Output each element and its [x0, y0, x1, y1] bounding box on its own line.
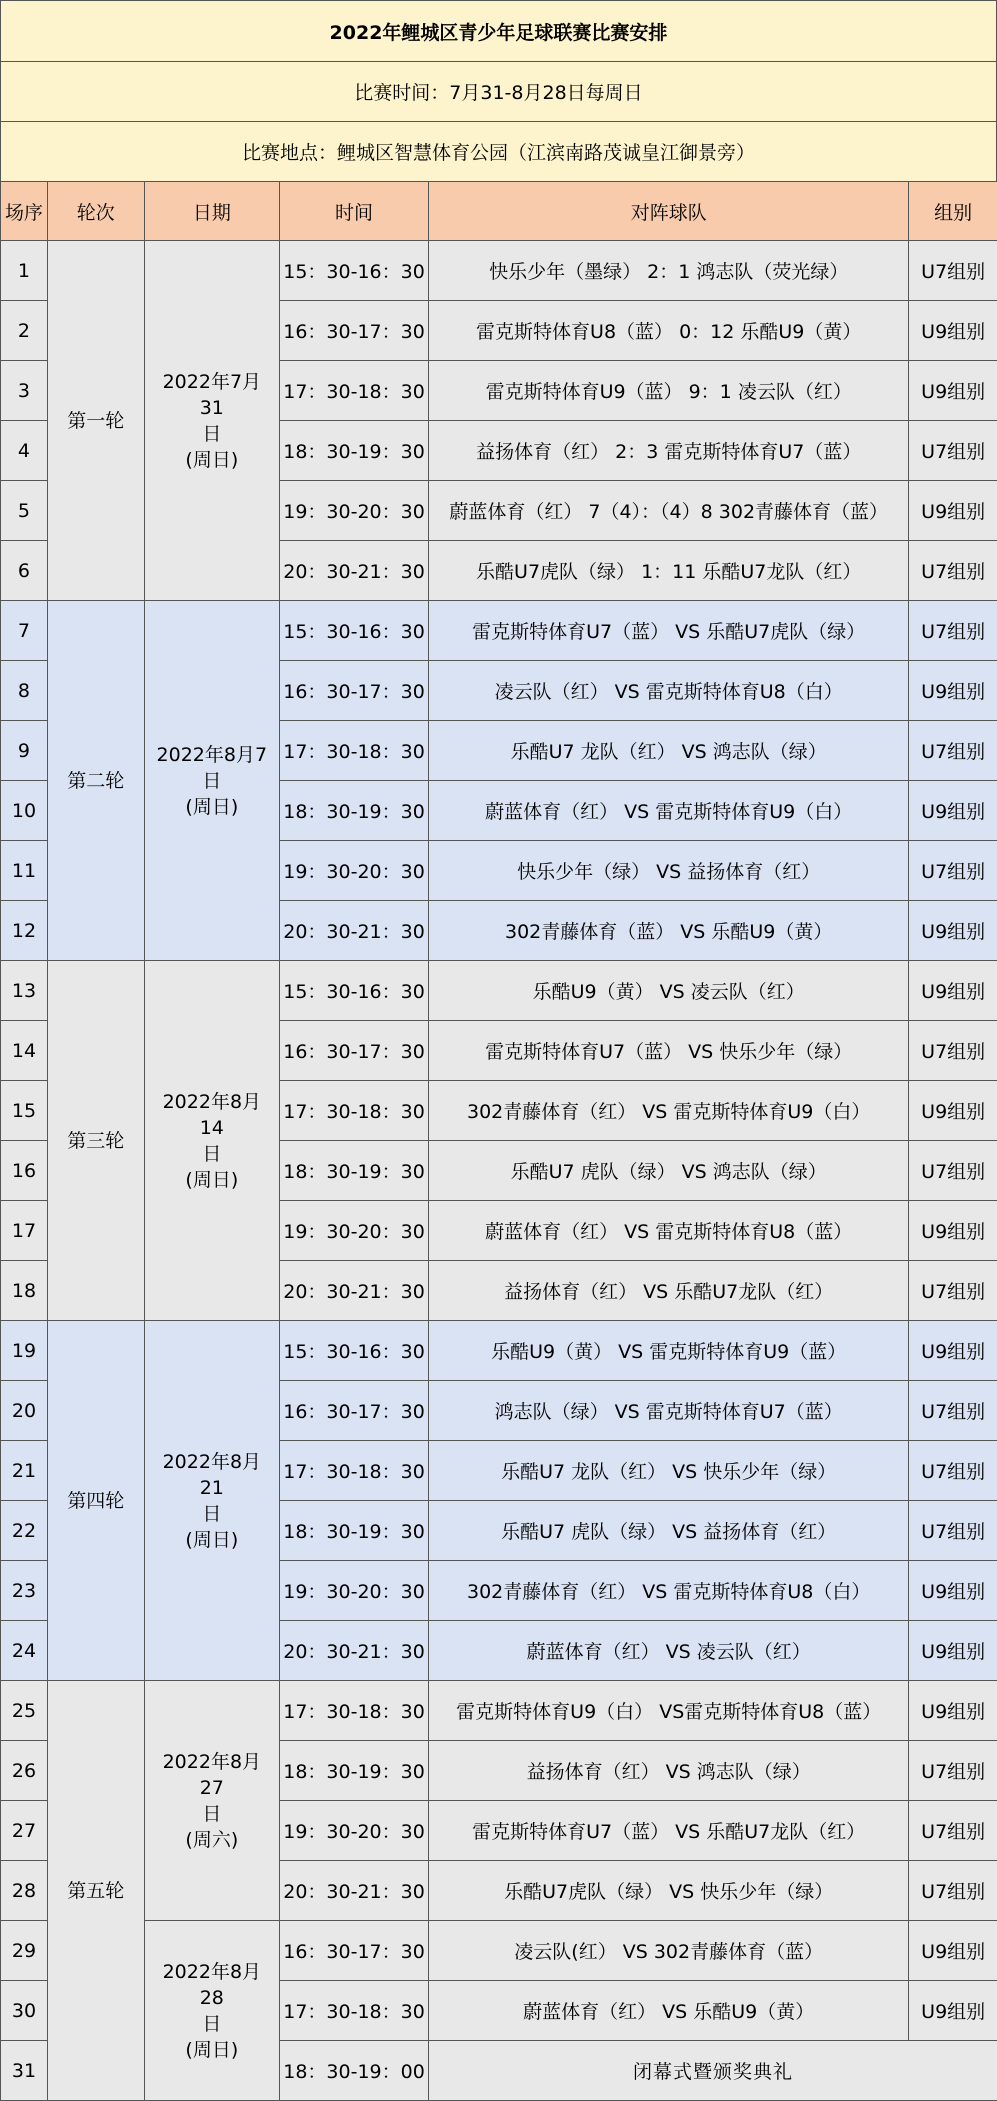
time-cell: 15：30-16：30 — [280, 1321, 429, 1381]
date-line: 2022年8月28 — [162, 1960, 262, 2009]
time-cell: 18：30-19：30 — [280, 421, 429, 481]
sheet-title: 2022年鲤城区青少年足球联赛比赛安排 — [0, 0, 997, 61]
date-cell — [144, 1681, 280, 1921]
matchup-cell: 乐酷U9（黄） VS 凌云队（红） — [429, 961, 909, 1021]
time-cell: 18：30-19：30 — [280, 1141, 429, 1201]
match-no-cell: 24 — [1, 1621, 48, 1681]
date-line: 日 — [202, 1142, 222, 1165]
match-no-cell: 23 — [1, 1561, 48, 1621]
match-no-cell: 1 — [1, 241, 48, 301]
time-cell: 20：30-21：30 — [280, 1621, 429, 1681]
round-cell: 第二轮 — [47, 601, 144, 961]
round-cell: 第一轮 — [47, 241, 144, 601]
matchup-cell: 雷克斯特体育U7（蓝） VS 快乐少年（绿） — [429, 1021, 909, 1081]
group-cell: U9组别 — [909, 301, 997, 361]
matchup-cell: 乐酷U7 虎队（绿） VS 鸿志队（绿） — [429, 1141, 909, 1201]
date-line: 2022年8月14 — [162, 1090, 262, 1139]
matchup-cell: 蔚蓝体育（红） VS 凌云队（红） — [429, 1621, 909, 1681]
time-cell: 16：30-17：30 — [280, 1381, 429, 1441]
group-cell: U7组别 — [909, 1741, 997, 1801]
date-line: (周日) — [185, 795, 239, 818]
time-cell: 19：30-20：30 — [280, 481, 429, 541]
time-cell: 17：30-18：30 — [280, 721, 429, 781]
venue-info: 比赛地点：鲤城区智慧体育公园（江滨南路茂诚皇江御景旁） — [0, 121, 997, 181]
group-cell: U9组别 — [909, 1321, 997, 1381]
matchup-cell: 乐酷U7 虎队（绿） VS 益扬体育（红） — [429, 1501, 909, 1561]
matchup-cell: 雷克斯特体育U9（蓝） 9：1 凌云队（红） — [429, 361, 909, 421]
time-cell: 16：30-17：30 — [280, 661, 429, 721]
group-cell: U9组别 — [909, 1201, 997, 1261]
time-cell: 20：30-21：30 — [280, 1861, 429, 1921]
matchup-cell: 蔚蓝体育（红） VS 乐酷U9（黄） — [429, 1981, 909, 2041]
matchup-cell: 雷克斯特体育U9（白） VS雷克斯特体育U8（蓝） — [429, 1681, 909, 1741]
match-no-cell: 9 — [1, 721, 48, 781]
matchup-cell: 乐酷U7虎队（绿） 1：11 乐酷U7龙队（红） — [429, 541, 909, 601]
matchup-cell: 凌云队（红） VS 雷克斯特体育U8（白） — [429, 661, 909, 721]
matchup-cell: 蔚蓝体育（红） 7（4）：（4）8 302青藤体育（蓝） — [429, 481, 909, 541]
match-no-cell: 2 — [1, 301, 48, 361]
match-no-cell: 16 — [1, 1141, 48, 1201]
match-no-cell: 11 — [1, 841, 48, 901]
table-row — [1, 1921, 997, 1981]
time-cell: 17：30-18：30 — [280, 361, 429, 421]
date-line: (周日) — [185, 448, 239, 471]
match-no-cell: 7 — [1, 601, 48, 661]
matchup-cell: 乐酷U7 龙队（红） VS 鸿志队（绿） — [429, 721, 909, 781]
group-cell: U9组别 — [909, 1681, 997, 1741]
group-cell: U9组别 — [909, 961, 997, 1021]
matchup-cell: 雷克斯特体育U7（蓝） VS 乐酷U7虎队（绿） — [429, 601, 909, 661]
group-cell: U7组别 — [909, 601, 997, 661]
group-cell: U7组别 — [909, 421, 997, 481]
date-line: (周日) — [185, 1168, 239, 1191]
header-cell-time: 时间 — [280, 182, 429, 241]
group-cell: U9组别 — [909, 1981, 997, 2041]
table-row — [1, 1681, 997, 1741]
match-no-cell: 20 — [1, 1381, 48, 1441]
matchup-cell: 乐酷U7虎队（绿） VS 快乐少年（绿） — [429, 1861, 909, 1921]
matchup-cell: 302青藤体育（红） VS 雷克斯特体育U8（白） — [429, 1561, 909, 1621]
matchup-cell: 雷克斯特体育U8（蓝） 0：12 乐酷U9（黄） — [429, 301, 909, 361]
time-cell: 18：30-19：30 — [280, 1741, 429, 1801]
match-no-cell: 10 — [1, 781, 48, 841]
group-cell: U9组别 — [909, 1621, 997, 1681]
date-cell — [144, 961, 280, 1321]
match-no-cell: 26 — [1, 1741, 48, 1801]
time-cell: 20：30-21：30 — [280, 901, 429, 961]
time-cell: 15：30-16：30 — [280, 241, 429, 301]
time-cell: 17：30-18：30 — [280, 1681, 429, 1741]
schedule-table — [0, 181, 997, 2101]
date-line: 日 — [202, 1802, 222, 1825]
match-no-cell: 13 — [1, 961, 48, 1021]
matchup-cell: 快乐少年（墨绿） 2：1 鸿志队（荧光绿） — [429, 241, 909, 301]
time-cell: 17：30-18：30 — [280, 1981, 429, 2041]
date-line: (周日) — [185, 2038, 239, 2061]
header-cell-match: 对阵球队 — [429, 182, 909, 241]
match-no-cell: 21 — [1, 1441, 48, 1501]
matchup-cell: 乐酷U9（黄） VS 雷克斯特体育U9（蓝） — [429, 1321, 909, 1381]
header-cell-round: 轮次 — [47, 182, 144, 241]
matchup-cell: 鸿志队（绿） VS 雷克斯特体育U7（蓝） — [429, 1381, 909, 1441]
time-cell: 18：30-19：30 — [280, 781, 429, 841]
time-cell: 17：30-18：30 — [280, 1441, 429, 1501]
table-row — [1, 961, 997, 1021]
time-cell: 18：30-19：30 — [280, 1501, 429, 1561]
header-cell-date: 日期 — [144, 182, 280, 241]
match-no-cell: 6 — [1, 541, 48, 601]
matchup-cell: 蔚蓝体育（红） VS 雷克斯特体育U9（白） — [429, 781, 909, 841]
time-cell: 17：30-18：30 — [280, 1081, 429, 1141]
match-no-cell: 19 — [1, 1321, 48, 1381]
group-cell: U9组别 — [909, 1561, 997, 1621]
time-cell: 20：30-21：30 — [280, 541, 429, 601]
match-no-cell: 4 — [1, 421, 48, 481]
match-no-cell: 31 — [1, 2041, 48, 2101]
time-cell: 19：30-20：30 — [280, 1801, 429, 1861]
header-cell-group: 组别 — [909, 182, 997, 241]
match-no-cell: 12 — [1, 901, 48, 961]
matchup-cell: 益扬体育（红） VS 鸿志队（绿） — [429, 1741, 909, 1801]
round-cell: 第五轮 — [47, 1681, 144, 2101]
matchup-cell: 益扬体育（红） VS 乐酷U7龙队（红） — [429, 1261, 909, 1321]
group-cell: U7组别 — [909, 1501, 997, 1561]
closing-ceremony-cell: 闭幕式暨颁奖典礼 — [429, 2041, 997, 2101]
group-cell: U7组别 — [909, 721, 997, 781]
date-line: (周日) — [185, 1528, 239, 1551]
date-cell — [144, 601, 280, 961]
group-cell: U9组别 — [909, 361, 997, 421]
group-cell: U7组别 — [909, 1801, 997, 1861]
time-cell: 16：30-17：30 — [280, 1921, 429, 1981]
table-row — [1, 601, 997, 661]
group-cell: U7组别 — [909, 1381, 997, 1441]
match-no-cell: 30 — [1, 1981, 48, 2041]
group-cell: U7组别 — [909, 841, 997, 901]
match-no-cell: 14 — [1, 1021, 48, 1081]
date-line: (周六) — [185, 1828, 239, 1851]
group-cell: U9组别 — [909, 481, 997, 541]
time-cell: 15：30-16：30 — [280, 601, 429, 661]
match-no-cell: 29 — [1, 1921, 48, 1981]
date-line: 2022年8月21 — [162, 1450, 262, 1499]
group-cell: U9组别 — [909, 901, 997, 961]
group-cell: U7组别 — [909, 541, 997, 601]
match-no-cell: 15 — [1, 1081, 48, 1141]
matchup-cell: 雷克斯特体育U7（蓝） VS 乐酷U7龙队（红） — [429, 1801, 909, 1861]
group-cell: U9组别 — [909, 781, 997, 841]
group-cell: U7组别 — [909, 1441, 997, 1501]
match-no-cell: 25 — [1, 1681, 48, 1741]
time-cell: 19：30-20：30 — [280, 841, 429, 901]
table-row — [1, 1321, 997, 1381]
time-cell: 18：30-19：00 — [280, 2041, 429, 2101]
date-line: 2022年8月7日 — [156, 743, 268, 792]
date-line: 2022年7月31 — [162, 370, 262, 419]
group-cell: U7组别 — [909, 1261, 997, 1321]
group-cell: U9组别 — [909, 1921, 997, 1981]
match-time-info: 比赛时间：7月31-8月28日每周日 — [0, 61, 997, 121]
date-line: 日 — [202, 1502, 222, 1525]
round-cell: 第三轮 — [47, 961, 144, 1321]
matchup-cell: 凌云队(红） VS 302青藤体育（蓝） — [429, 1921, 909, 1981]
match-no-cell: 18 — [1, 1261, 48, 1321]
date-cell — [144, 1321, 280, 1681]
time-cell: 20：30-21：30 — [280, 1261, 429, 1321]
matchup-cell: 快乐少年（绿） VS 益扬体育（红） — [429, 841, 909, 901]
time-cell: 16：30-17：30 — [280, 1021, 429, 1081]
match-no-cell: 8 — [1, 661, 48, 721]
group-cell: U7组别 — [909, 1141, 997, 1201]
round-cell: 第四轮 — [47, 1321, 144, 1681]
matchup-cell: 乐酷U7 龙队（红） VS 快乐少年（绿） — [429, 1441, 909, 1501]
matchup-cell: 302青藤体育（红） VS 雷克斯特体育U9（白） — [429, 1081, 909, 1141]
date-line: 日 — [202, 422, 222, 445]
date-cell — [144, 1921, 280, 2101]
match-no-cell: 28 — [1, 1861, 48, 1921]
matchup-cell: 益扬体育（红） 2：3 雷克斯特体育U7（蓝） — [429, 421, 909, 481]
group-cell: U7组别 — [909, 1861, 997, 1921]
date-cell — [144, 241, 280, 601]
group-cell: U7组别 — [909, 1021, 997, 1081]
time-cell: 19：30-20：30 — [280, 1201, 429, 1261]
matchup-cell: 蔚蓝体育（红） VS 雷克斯特体育U8（蓝） — [429, 1201, 909, 1261]
time-cell: 16：30-17：30 — [280, 301, 429, 361]
header-row — [1, 182, 997, 241]
header-cell-no: 场序 — [1, 182, 48, 241]
date-line: 2022年8月27 — [162, 1750, 262, 1799]
match-no-cell: 22 — [1, 1501, 48, 1561]
matchup-cell: 302青藤体育（蓝） VS 乐酷U9（黄） — [429, 901, 909, 961]
match-no-cell: 27 — [1, 1801, 48, 1861]
date-line: 日 — [202, 2012, 222, 2035]
match-no-cell: 3 — [1, 361, 48, 421]
group-cell: U7组别 — [909, 241, 997, 301]
match-no-cell: 5 — [1, 481, 48, 541]
group-cell: U9组别 — [909, 1081, 997, 1141]
table-row — [1, 241, 997, 301]
time-cell: 19：30-20：30 — [280, 1561, 429, 1621]
group-cell: U9组别 — [909, 661, 997, 721]
match-no-cell: 17 — [1, 1201, 48, 1261]
time-cell: 15：30-16：30 — [280, 961, 429, 1021]
